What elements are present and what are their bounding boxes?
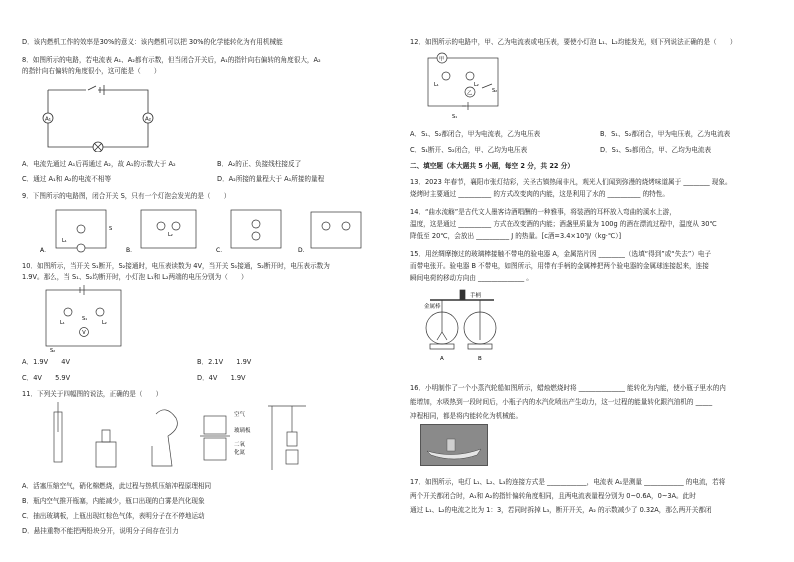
q10-stem-2: 1.9V。那么，当 S₁、S₂均断开时，小灯泡 L₁和 L₂两端的电压分别为（ ） (22, 273, 248, 281)
q9-label-d: D． (298, 247, 309, 254)
q8-stem-2: 的指针向右偏转的角度很小，这可能是（ ） (22, 67, 161, 75)
q9-label-b: B． (126, 247, 137, 254)
q14-line-3: 降低至 20℃，会放出 __________ J 的热量。[c酒=3.4×10³J/（kg·℃）] (410, 232, 622, 240)
q8-option-b: B．A₂的正、负接线柱接反了 (217, 160, 302, 168)
q16-steam-boat-illustration (421, 425, 487, 465)
q8-stem-1: 8．如图所示的电路，若电流表 A₁、A₂都有示数，但当闭合开关后，A₁的指针向右偏转的角度很大，A₂ (22, 56, 321, 64)
q12-stem: 12．如图所示的电路中，甲、乙为电流表或电压表，要使小灯泡 L₁、L₂均能发光，则下列说法正确的是（ ） (410, 38, 737, 46)
q12-label-s1: S₁ (452, 114, 458, 120)
q15-label-rod: 金属棒 (424, 304, 441, 310)
q8-label-a2: A₂ (145, 116, 151, 123)
q12-option-b: B．S₁、S₂都闭合，甲为电压表，乙为电流表 (600, 130, 731, 138)
q9-label-a: A． (40, 247, 51, 254)
q12-label-l2: L₂ (474, 82, 479, 88)
q15-label-a: A (440, 356, 444, 362)
q11-experiment-pictures (36, 402, 366, 472)
q12-label-l1: L₁ (434, 82, 439, 88)
q10-label-l2: L₂ (102, 320, 107, 326)
q16-line-2: 能增加，水吸热到一段时间后，小瓶子内的水汽化喷出产生动力，这一过程的能量转化跟汽油机的 _____ (410, 398, 713, 406)
q11-label-air: 空气 (234, 412, 246, 418)
q10-option-a: A．1.9V 4V (22, 358, 70, 366)
q12-label-yi: 乙 (467, 90, 473, 97)
q9-circuit-options (36, 204, 366, 256)
q8-option-c: C．通过 A₁和 A₂的电流不相等 (22, 175, 112, 183)
q16-line-1: 16．小明制作了一个小蒸汽轮船如图所示，蜡烛燃烧时将 ______________ 能转化为内能，使小瓶子里水的内 (410, 384, 726, 392)
q10-option-c: C．4V 5.9V (22, 374, 71, 382)
q8-circuit-diagram (38, 82, 158, 152)
q16-steam-boat-photo (420, 424, 488, 466)
q11-label-glass: 玻璃板 (234, 428, 251, 434)
q11-option-c: C．抽出玻璃板，上瓶出现红棕色气体，表明分子在不停地运动 (22, 512, 205, 520)
q8-label-a1: A₁ (45, 116, 51, 123)
q15-line-1: 15．用丝绸摩擦过的玻璃棒接触不带电的验电器 A，金属箔片因 ________（选填“得到”或“失去”）电子 (410, 250, 712, 258)
q14-line-1: 14．“曲水流觞”是古代文人墨客诗酒唱酬的一种雅事，将装酒的耳杯放入弯曲的溪水上游， (410, 208, 676, 216)
q10-label-s1: S₁ (82, 316, 88, 322)
q11-stem: 11．下列关于四幅图的说法，正确的是（ ） (22, 390, 163, 398)
q15-label-handle: 手柄 (470, 293, 482, 299)
q15-line-3: 瞬间电荷的移动方向由 ______________ 。 (410, 274, 533, 282)
q17-line-2: 两个开关都闭合时，A₁和 A₂的指针偏转角度相同，且两电流表量程分别为 0~0.6A，0~3A。此时 (410, 492, 696, 500)
q17-line-1: 17．如图所示，电灯 L₁、L₂、L₃的连接方式是 ____________，电流表 A₁是测量 ____________ 的电流，若将 (410, 478, 726, 486)
q10-label-v: V (82, 330, 86, 336)
q14-line-2: 温度，这是通过 __________ 方式在改变酒的内能；酒盏里质量为 100g 的酒在漂流过程中，温度从 30℃ (410, 220, 717, 228)
q11-label-no2b: 化氮 (234, 450, 246, 456)
q10-option-b: B．2.1V 1.9V (197, 358, 252, 366)
q15-label-b: B (478, 356, 482, 362)
q10-circuit-diagram (38, 284, 128, 354)
q13-line-1: 13．2023 年春节，襄阳市张灯结彩，关圣古镇热闹非凡，观光人们闻到弥漫的烧烤味道属于 ________ 现象。 (410, 178, 732, 186)
q11-option-a: A．活塞压缩空气，硝化棉燃烧，此过程与热机压缩冲程原理相同 (22, 482, 212, 490)
q9-stem: 9．下图所示的电路图，闭合开关 S，只有一个灯泡会发光的是（ ） (22, 192, 231, 200)
q9-label-s: S (109, 226, 113, 232)
q12-option-d: D．S₁、S₂都闭合，甲、乙均为电流表 (600, 146, 712, 154)
q11-option-d: D．悬挂重物不能把两铅块分开，说明分子间存在引力 (22, 527, 179, 535)
q16-line-3: 冲程相同，都是将内能转化为机械能。 (410, 412, 523, 420)
q13-line-2: 烧烤时主要通过 __________ 的方式改变肉的内能，这是利用了水的 __________ 的特性。 (410, 190, 669, 198)
q15-line-2: 而带电张开。验电器 B 不带电，如图所示，用带有手柄的金属棒把两个验电器的金属球连接起来，连接 (410, 262, 709, 270)
q9-label-l2: L₂ (168, 232, 173, 238)
q11-option-b: B．瓶内空气推开瓶塞，内能减少，瓶口出现的白雾是汽化现象 (22, 497, 205, 505)
q10-label-s2: S₂ (50, 348, 56, 354)
q12-option-a: A．S₁、S₂都闭合，甲为电流表，乙为电压表 (410, 130, 541, 138)
section-2-heading: 二、填空题（本大题共 5 小题，每空 2 分，共 22 分） (410, 162, 574, 170)
q9-label-l1: L₁ (62, 238, 67, 244)
q12-circuit-diagram (422, 50, 512, 122)
q12-label-s2: S₂ (492, 88, 498, 94)
q7-option-d: D．该内燃机工作的效率是30%的意义：该内燃机可以把 30%的化学能转化为有用机械能 (22, 38, 283, 46)
q8-option-a: A．电流先通过 A₁后再通过 A₂，故 A₁的示数大于 A₂ (22, 160, 176, 168)
q10-label-l1: L₁ (60, 320, 65, 326)
q12-label-jia: 甲 (439, 56, 445, 63)
q17-line-3: 通过 L₁、L₂的电流之比为 1：3，若同时拆掉 L₃，断开开关，A₂ 的示数减少了 0.32A，那么两开关都闭 (410, 506, 712, 514)
q11-label-no2: 二氧 (234, 442, 246, 448)
q12-option-c: C．S₁断开、S₂闭合，甲、乙均为电压表 (410, 146, 528, 154)
q9-label-c: C． (216, 247, 227, 254)
q15-electroscope-diagram (420, 288, 510, 366)
q10-stem-1: 10．如图所示，当开关 S₁断开，S₂接通时，电压表读数为 4V，当开关 S₁接通，S₂断开时，电压表示数为 (22, 262, 330, 270)
q8-option-d: D．A₂所接的量程大于 A₁所接的量程 (217, 175, 325, 183)
q10-option-d: D．4V 1.9V (197, 374, 246, 382)
